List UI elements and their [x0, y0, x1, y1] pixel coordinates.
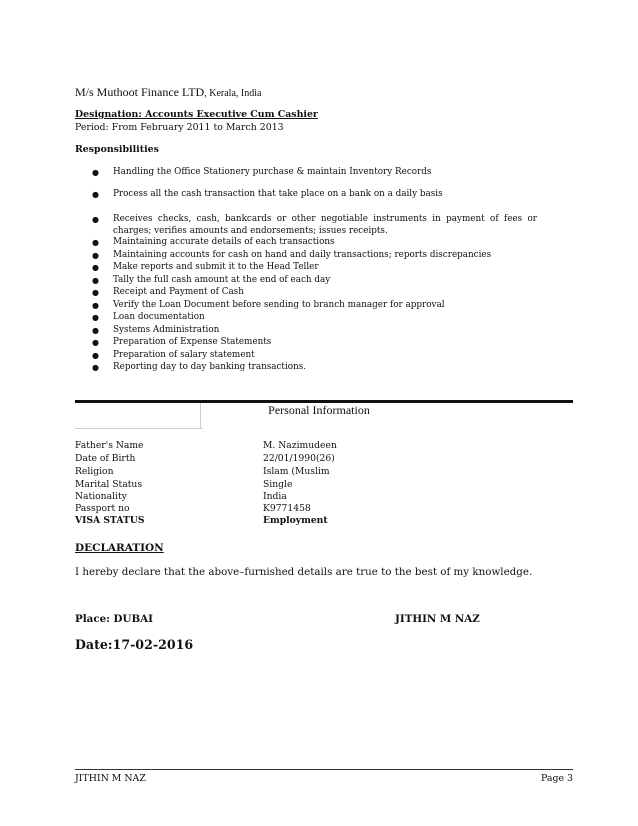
- bullet-icon: ●: [92, 238, 99, 247]
- place: Place: DUBAI: [75, 613, 153, 625]
- footer-divider: [75, 769, 573, 770]
- info-row: Father's Name M. Nazimudeen: [75, 440, 337, 451]
- bullet-icon: ●: [92, 288, 99, 297]
- responsibilities-heading: Responsibilities: [75, 144, 159, 155]
- bullet-icon: ●: [92, 251, 99, 260]
- bullet-icon: ●: [92, 338, 99, 347]
- bullet-icon: ●: [92, 313, 99, 322]
- info-row: Religion Islam (Muslim: [75, 466, 330, 477]
- company-name: M/s Muthoot Finance LTD: [75, 85, 205, 99]
- personal-information-heading: Personal Information: [268, 403, 370, 417]
- signatory-name: JITHIN M NAZ: [395, 613, 480, 625]
- footer-name: JITHIN M NAZ: [75, 773, 146, 784]
- info-row: Passport no K9771458: [75, 503, 311, 514]
- bullet-icon: ●: [92, 326, 99, 335]
- bullet-icon: ●: [92, 168, 99, 177]
- info-row: VISA STATUS Employment: [75, 515, 328, 526]
- info-row: Nationality India: [75, 491, 287, 502]
- info-row: Marital Status Single: [75, 479, 293, 490]
- declaration-heading: DECLARATION: [75, 542, 164, 554]
- bullet-icon: ●: [92, 363, 99, 372]
- page-number: Page 3: [541, 773, 573, 784]
- bullet-icon: ●: [92, 276, 99, 285]
- bullet-icon: ●: [92, 263, 99, 272]
- designation: Designation: Accounts Executive Cum Cashier: [75, 109, 318, 120]
- bullet-icon: ●: [92, 351, 99, 360]
- section-divider-thin: [75, 428, 203, 429]
- date: Date:17-02-2016: [75, 637, 194, 652]
- bullet-icon: ●: [92, 190, 99, 199]
- declaration-text: I hereby declare that the above–furnished details are true to the best of my knowledge.: [75, 566, 533, 578]
- responsibilities-list: ● Handling the Office Stationery purchase & maintain Inventory Records ● Process all the cash transaction that take place on a bank on a daily basis ● Receives checks, cash, bankcards or other negotiable instruments in payment of fees or charges; verifies amounts and endorsements; issues receipts. ● Maintaining accurate details of each transactions ● Maintaining accounts for cash on hand and daily transactions; reports discrepancies ● Make reports and submit it to the Head Teller ● Tally the full cash amount at the end of each day ● Receipt and Payment of Cash ● Verify the Loan Document before sending to branch manager for approval ● Loan documentation ● Systems Administration ● Preparation of Expense Statements ● Preparation of salary statement ● Reporting day to day banking transactions.: [92, 167, 537, 372]
- bullet-icon: ●: [92, 215, 99, 224]
- employment-period: Period: From February 2011 to March 2013: [75, 122, 284, 133]
- bullet-icon: ●: [92, 301, 99, 310]
- info-row: Date of Birth 22/01/1990(26): [75, 453, 335, 464]
- company-location: , Kerala, India: [204, 88, 262, 99]
